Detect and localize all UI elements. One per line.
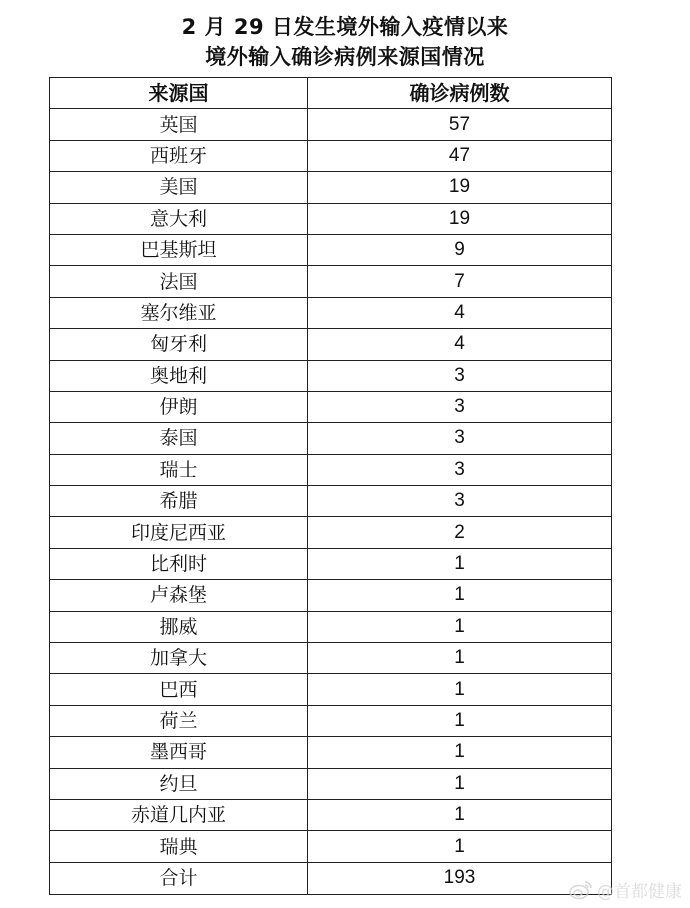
table-row bbox=[50, 643, 612, 674]
table-row bbox=[50, 517, 612, 548]
cases-cell: 7 bbox=[308, 266, 612, 297]
table-row bbox=[50, 831, 612, 862]
cases-cell: 19 bbox=[308, 203, 612, 234]
cases-cell: 1 bbox=[308, 705, 612, 736]
table-row bbox=[50, 234, 612, 265]
country-cell: 伊朗 bbox=[50, 391, 308, 422]
country-cell: 约旦 bbox=[50, 768, 308, 799]
country-cell: 法国 bbox=[50, 266, 308, 297]
table-row bbox=[50, 266, 612, 297]
country-cell: 意大利 bbox=[50, 203, 308, 234]
cases-cell: 3 bbox=[308, 360, 612, 391]
cases-cell: 1 bbox=[308, 831, 612, 862]
table-row bbox=[50, 611, 612, 642]
country-cell: 瑞典 bbox=[50, 831, 308, 862]
country-cell: 希腊 bbox=[50, 486, 308, 517]
table-row bbox=[50, 360, 612, 391]
document-title-line-2: 境外输入确诊病例来源国情况 bbox=[205, 45, 485, 69]
country-cell: 西班牙 bbox=[50, 140, 308, 171]
table-total-row bbox=[50, 862, 612, 894]
country-cell: 泰国 bbox=[50, 423, 308, 454]
country-cell: 荷兰 bbox=[50, 705, 308, 736]
cases-cell: 3 bbox=[308, 391, 612, 422]
cases-cell: 57 bbox=[308, 109, 612, 140]
table-row bbox=[50, 423, 612, 454]
table-row bbox=[50, 172, 612, 203]
watermark-text: @首都健康 bbox=[597, 882, 682, 902]
cases-cell: 2 bbox=[308, 517, 612, 548]
source-country-table bbox=[49, 77, 612, 895]
table-header-row bbox=[50, 78, 612, 109]
country-cell: 匈牙利 bbox=[50, 329, 308, 360]
weibo-watermark bbox=[569, 877, 682, 902]
table-row bbox=[50, 140, 612, 171]
column-header-cases: 确诊病例数 bbox=[308, 78, 612, 109]
cases-cell: 4 bbox=[308, 297, 612, 328]
cases-cell: 1 bbox=[308, 768, 612, 799]
country-cell: 巴西 bbox=[50, 674, 308, 705]
country-cell: 卢森堡 bbox=[50, 580, 308, 611]
table-row bbox=[50, 580, 612, 611]
cases-cell: 1 bbox=[308, 643, 612, 674]
table-row bbox=[50, 674, 612, 705]
weibo-logo-icon bbox=[569, 880, 593, 900]
table-row bbox=[50, 799, 612, 830]
total-label: 合计 bbox=[50, 862, 308, 894]
cases-cell: 1 bbox=[308, 799, 612, 830]
table-row bbox=[50, 768, 612, 799]
country-cell: 比利时 bbox=[50, 548, 308, 579]
document-title-line-1: 2 月 29 日发生境外输入疫情以来 bbox=[181, 15, 509, 39]
cases-cell: 3 bbox=[308, 486, 612, 517]
cases-cell: 1 bbox=[308, 674, 612, 705]
country-cell: 印度尼西亚 bbox=[50, 517, 308, 548]
cases-cell: 1 bbox=[308, 611, 612, 642]
cases-cell: 3 bbox=[308, 454, 612, 485]
table-row bbox=[50, 737, 612, 768]
table-row bbox=[50, 109, 612, 140]
country-cell: 英国 bbox=[50, 109, 308, 140]
column-header-country: 来源国 bbox=[50, 78, 308, 109]
table-row bbox=[50, 548, 612, 579]
table-row bbox=[50, 203, 612, 234]
country-cell: 美国 bbox=[50, 172, 308, 203]
country-cell: 挪威 bbox=[50, 611, 308, 642]
cases-cell: 4 bbox=[308, 329, 612, 360]
total-value: 193 bbox=[308, 862, 612, 894]
cases-cell: 3 bbox=[308, 423, 612, 454]
country-cell: 墨西哥 bbox=[50, 737, 308, 768]
table-row bbox=[50, 391, 612, 422]
cases-cell: 9 bbox=[308, 234, 612, 265]
cases-cell: 1 bbox=[308, 548, 612, 579]
table-row bbox=[50, 705, 612, 736]
table-row bbox=[50, 486, 612, 517]
country-cell: 奥地利 bbox=[50, 360, 308, 391]
country-cell: 塞尔维亚 bbox=[50, 297, 308, 328]
table-row bbox=[50, 329, 612, 360]
cases-cell: 1 bbox=[308, 737, 612, 768]
cases-cell: 1 bbox=[308, 580, 612, 611]
country-cell: 瑞士 bbox=[50, 454, 308, 485]
country-cell: 加拿大 bbox=[50, 643, 308, 674]
country-cell: 巴基斯坦 bbox=[50, 234, 308, 265]
country-cell: 赤道几内亚 bbox=[50, 799, 308, 830]
table-row bbox=[50, 297, 612, 328]
cases-cell: 47 bbox=[308, 140, 612, 171]
table-row bbox=[50, 454, 612, 485]
cases-cell: 19 bbox=[308, 172, 612, 203]
